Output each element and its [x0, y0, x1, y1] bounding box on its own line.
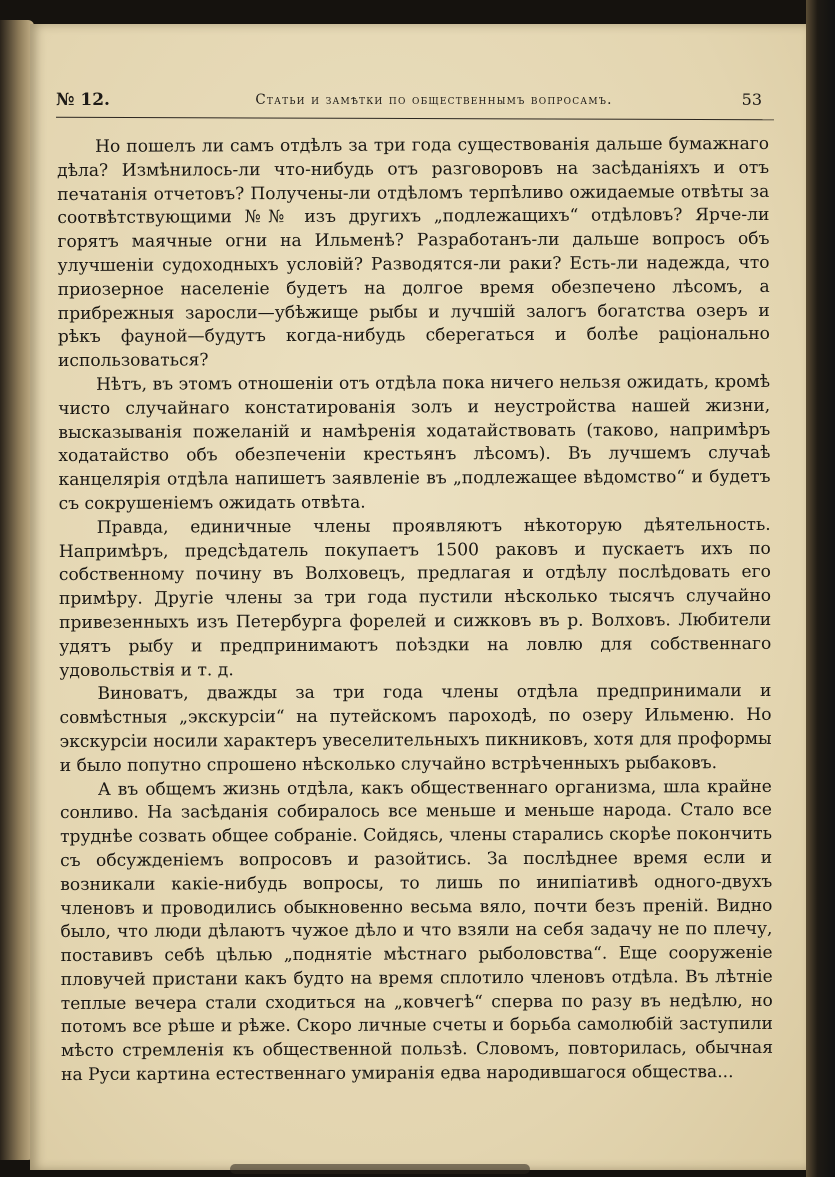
paragraph-1: Но пошелъ ли самъ отдѣлъ за три года существованія дальше бумажнаго дѣла? Измѣнилось-ли что-нибудь отъ разговоровъ на засѣданіяхъ и отъ печатанія отчетовъ? Получены-ли отдѣломъ терпѣливо ожидаемые отвѣты за соотвѣтствующими №№ изъ другихъ „подлежащихъ“ отдѣловъ? Ярче-ли горятъ маячные огни на Ильменѣ? Разработанъ-ли дальше вопросъ объ улучшеніи судоходныхъ условій? Разводятся-ли раки? Есть-ли надежда, что приозерное населеніе будетъ на долгое время обезпечено лѣсомъ, а прибрежныя заросли—убѣжище рыбы и лучшій залогъ богатства озеръ и рѣкъ фауной—будутъ когда-нибудь сберегаться и болѣе раціонально использоваться?: [57, 133, 770, 372]
paragraph-4: Виноватъ, дважды за три года члены отдѣла предпринимали и совмѣстныя „экскурсіи“ на путейскомъ пароходѣ, по озеру Ильменю. Но экскурсіи носили характеръ увеселительныхъ пикниковъ, хотя для проформы и было попутно спрошено нѣсколько случайно встрѣченныхъ рыбаковъ.: [59, 681, 772, 776]
article-body: [57, 133, 773, 1088]
page-header: [56, 90, 762, 118]
right-background-edge: [806, 0, 835, 1177]
paragraph-5: А въ общемъ жизнь отдѣла, какъ общественнаго организма, шла крайне сонливо. На засѣданія собиралось все меньше и меньше народа. Стало все труднѣе созвать общее собраніе. Сойдясь, члены старались скорѣе покончить съ обсужденіемъ вопросовъ и разойтись. За послѣднее время если и возникали какіе-нибудь вопросы, то лишь по инипіативѣ одного-двухъ членовъ и проводились обыкновенно весьма вяло, почти безъ преній. Видно было, что люди дѣлаютъ чужое дѣло и что взяли на себя задачу не по плечу, поставивъ себѣ цѣлью „поднятіе мѣстнаго рыболовства“. Еще сооруженіе пловучей пристани какъ будто на время сплотило членовъ отдѣла. Въ лѣтніе теплые вечера стали сходиться на „ковчегѣ“ сперва по разу въ недѣлю, но потомъ все рѣше и рѣже. Скоро личные счеты и борьба самолюбій заступили мѣсто стремленія къ общественной пользѣ. Словомъ, повторилась, обычная на Руси картина естественнаго умиранія едва народившагося общества...: [59, 776, 774, 1086]
paragraph-2: Нѣтъ, въ этомъ отношеніи отъ отдѣла пока ничего нельзя ожидать, кромѣ чисто случайнаго констатированія золъ и неустройства нашей жизни, высказыванія пожеланій и намѣренія ходатайствовать (таково, напримѣръ ходатайство объ обезпеченіи крестьянъ лѣсомъ). Въ лучшемъ случаѣ канцелярія отдѣла напишетъ заявленіе въ „подлежащее вѣдомство“ и будетъ съ сокрушеніемъ ожидать отвѣта.: [58, 371, 771, 514]
issue-number: № 12.: [56, 90, 110, 110]
bleed-through-mark: [230, 1164, 530, 1174]
paragraph-3: Правда, единичные члены проявляютъ нѣкоторую дѣятельность. Напримѣръ, предсѣдатель покупаетъ 1500 раковъ и пускаетъ ихъ по собственному почину въ Волховецъ, предлагая и отдѣлу послѣдовать его примѣру. Другіе члены за три года пустили нѣсколько тысячъ случайно привезенныхъ изъ Петербурга форелей и сижковъ въ р. Волховъ. Любители удятъ рыбу и предпринимаютъ поѣздки на ловлю для собственнаго удовольствія и т. д.: [58, 514, 772, 681]
book-page: [30, 24, 806, 1170]
page-number: 53: [741, 90, 762, 109]
running-title: Статьи и замѣтки по общественнымъ вопросамъ.: [255, 92, 613, 108]
previous-page-edge: [0, 20, 34, 1160]
